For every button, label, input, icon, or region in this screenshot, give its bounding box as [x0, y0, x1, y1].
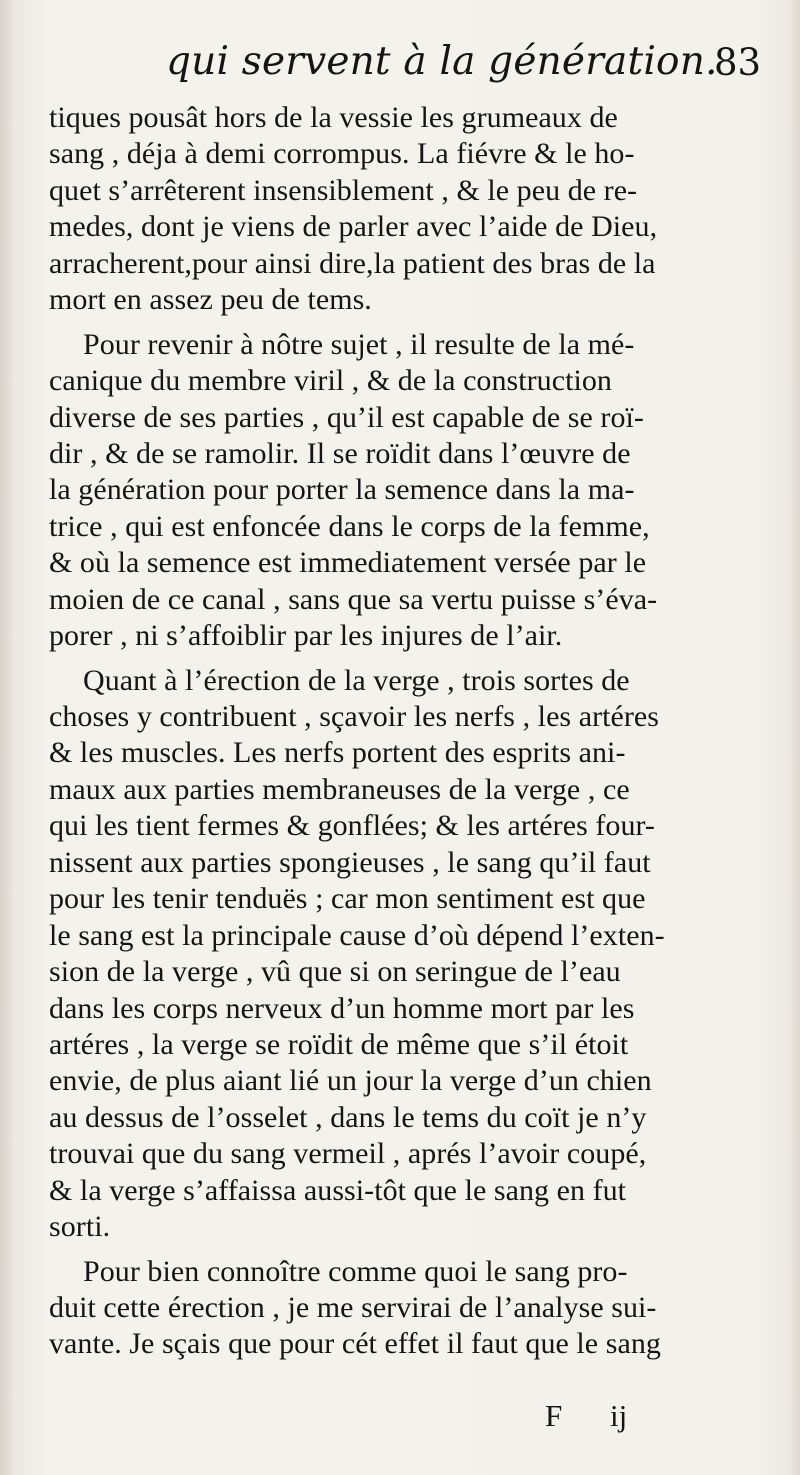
left-page-edge [0, 0, 14, 1475]
text-line: quet s’arrêterent insensiblement , & le peu de re- [49, 173, 638, 207]
text-line: choses y contribuent , sçavoir les nerfs , les artéres [49, 700, 659, 733]
text-line: tiques pousât hors de la vessie les grumeaux de [49, 101, 618, 134]
paragraph-spacing [49, 655, 755, 663]
paragraph-spacing [49, 1246, 755, 1254]
text-line: moien de ce canal , sans que sa vertu puisse s’éva- [49, 582, 658, 616]
page-header [166, 39, 762, 104]
text-line: mort en assez peu de tems. [49, 283, 372, 317]
text-line: le sang est la principale cause d’où dépend l’exten- [49, 918, 665, 952]
text-line: sion de la verge , vû que si on seringue de l’eau [49, 955, 621, 989]
text-line: trice , qui est enfoncée dans le corps de la femme, [49, 509, 650, 543]
text-line: & les muscles. Les nerfs portent des esprits ani- [49, 736, 626, 770]
text-line: diverse de ses parties , qu’il est capable de se roï- [49, 400, 644, 434]
paragraph [49, 100, 755, 319]
page-number: 83 [714, 41, 762, 84]
text-line: dans les corps nerveux d’un homme mort par les [49, 991, 635, 1025]
text-line: vante. Je sçais que pour cét effet il faut que le sang [49, 1327, 661, 1361]
text-line: trouvai que du sang vermeil , aprés l’avoir coupé, [49, 1137, 647, 1171]
text-line: porer , ni s’affoiblir par les injures de l’air. [49, 619, 563, 653]
text-line: medes, dont je viens de parler avec l’aide de Dieu, [49, 210, 658, 244]
text-line: Pour bien connoître comme quoi le sang pro- [83, 1254, 628, 1288]
paragraph-spacing [49, 319, 755, 327]
text-line: la génération pour porter la semence dans la ma- [49, 473, 635, 507]
text-line: & la verge s’affaissa aussi-tôt que le sang en fut [49, 1173, 627, 1207]
text-line: dir , & de se ramolir. Il se roïdit dans l’œuvre de [49, 436, 631, 470]
text-line: maux aux parties membraneuses de la verge , ce [49, 772, 630, 806]
text-line: & où la semence est immediatement versée par le [49, 546, 647, 580]
text-line: artéres , la verge se roïdit de même que s’il étoit [49, 1027, 629, 1061]
paragraph [49, 1254, 755, 1363]
text-line: canique du membre viril , & de la construction [49, 364, 612, 398]
text-line: Pour revenir à nôtre sujet , il resulte de la mé- [83, 327, 635, 361]
paragraph [49, 327, 755, 655]
signature-mark [545, 1400, 685, 1440]
body-text [49, 100, 755, 1363]
text-line: duit cette érection , je me servirai de l’analyse sui- [49, 1291, 657, 1324]
text-line: arracherent,pour ainsi dire,la patient des bras de la [49, 246, 656, 280]
text-line: sang , déja à demi corrompus. La fiévre & le ho- [49, 137, 635, 171]
signature-subscript: ij [610, 1398, 628, 1433]
text-line: nissent aux parties spongieuses , le sang qu’il faut [49, 845, 651, 879]
right-page-edge [790, 0, 800, 1475]
text-line: qui les tient fermes & gonflées; & les artéres four- [49, 809, 655, 843]
text-line: Quant à l’érection de la verge , trois sortes de [83, 663, 630, 697]
text-line: sorti. [49, 1210, 111, 1244]
text-line: envie, de plus aiant lié un jour la verge d’un chien [49, 1064, 652, 1098]
text-line: pour les tenir tenduës ; car mon sentiment est que [49, 882, 646, 916]
text-line: au dessus de l’osselet , dans le tems du coït je n’y [49, 1100, 647, 1134]
signature-letter: F [545, 1398, 563, 1433]
running-title: qui servent à la génération. [166, 39, 718, 84]
paragraph [49, 663, 755, 1246]
